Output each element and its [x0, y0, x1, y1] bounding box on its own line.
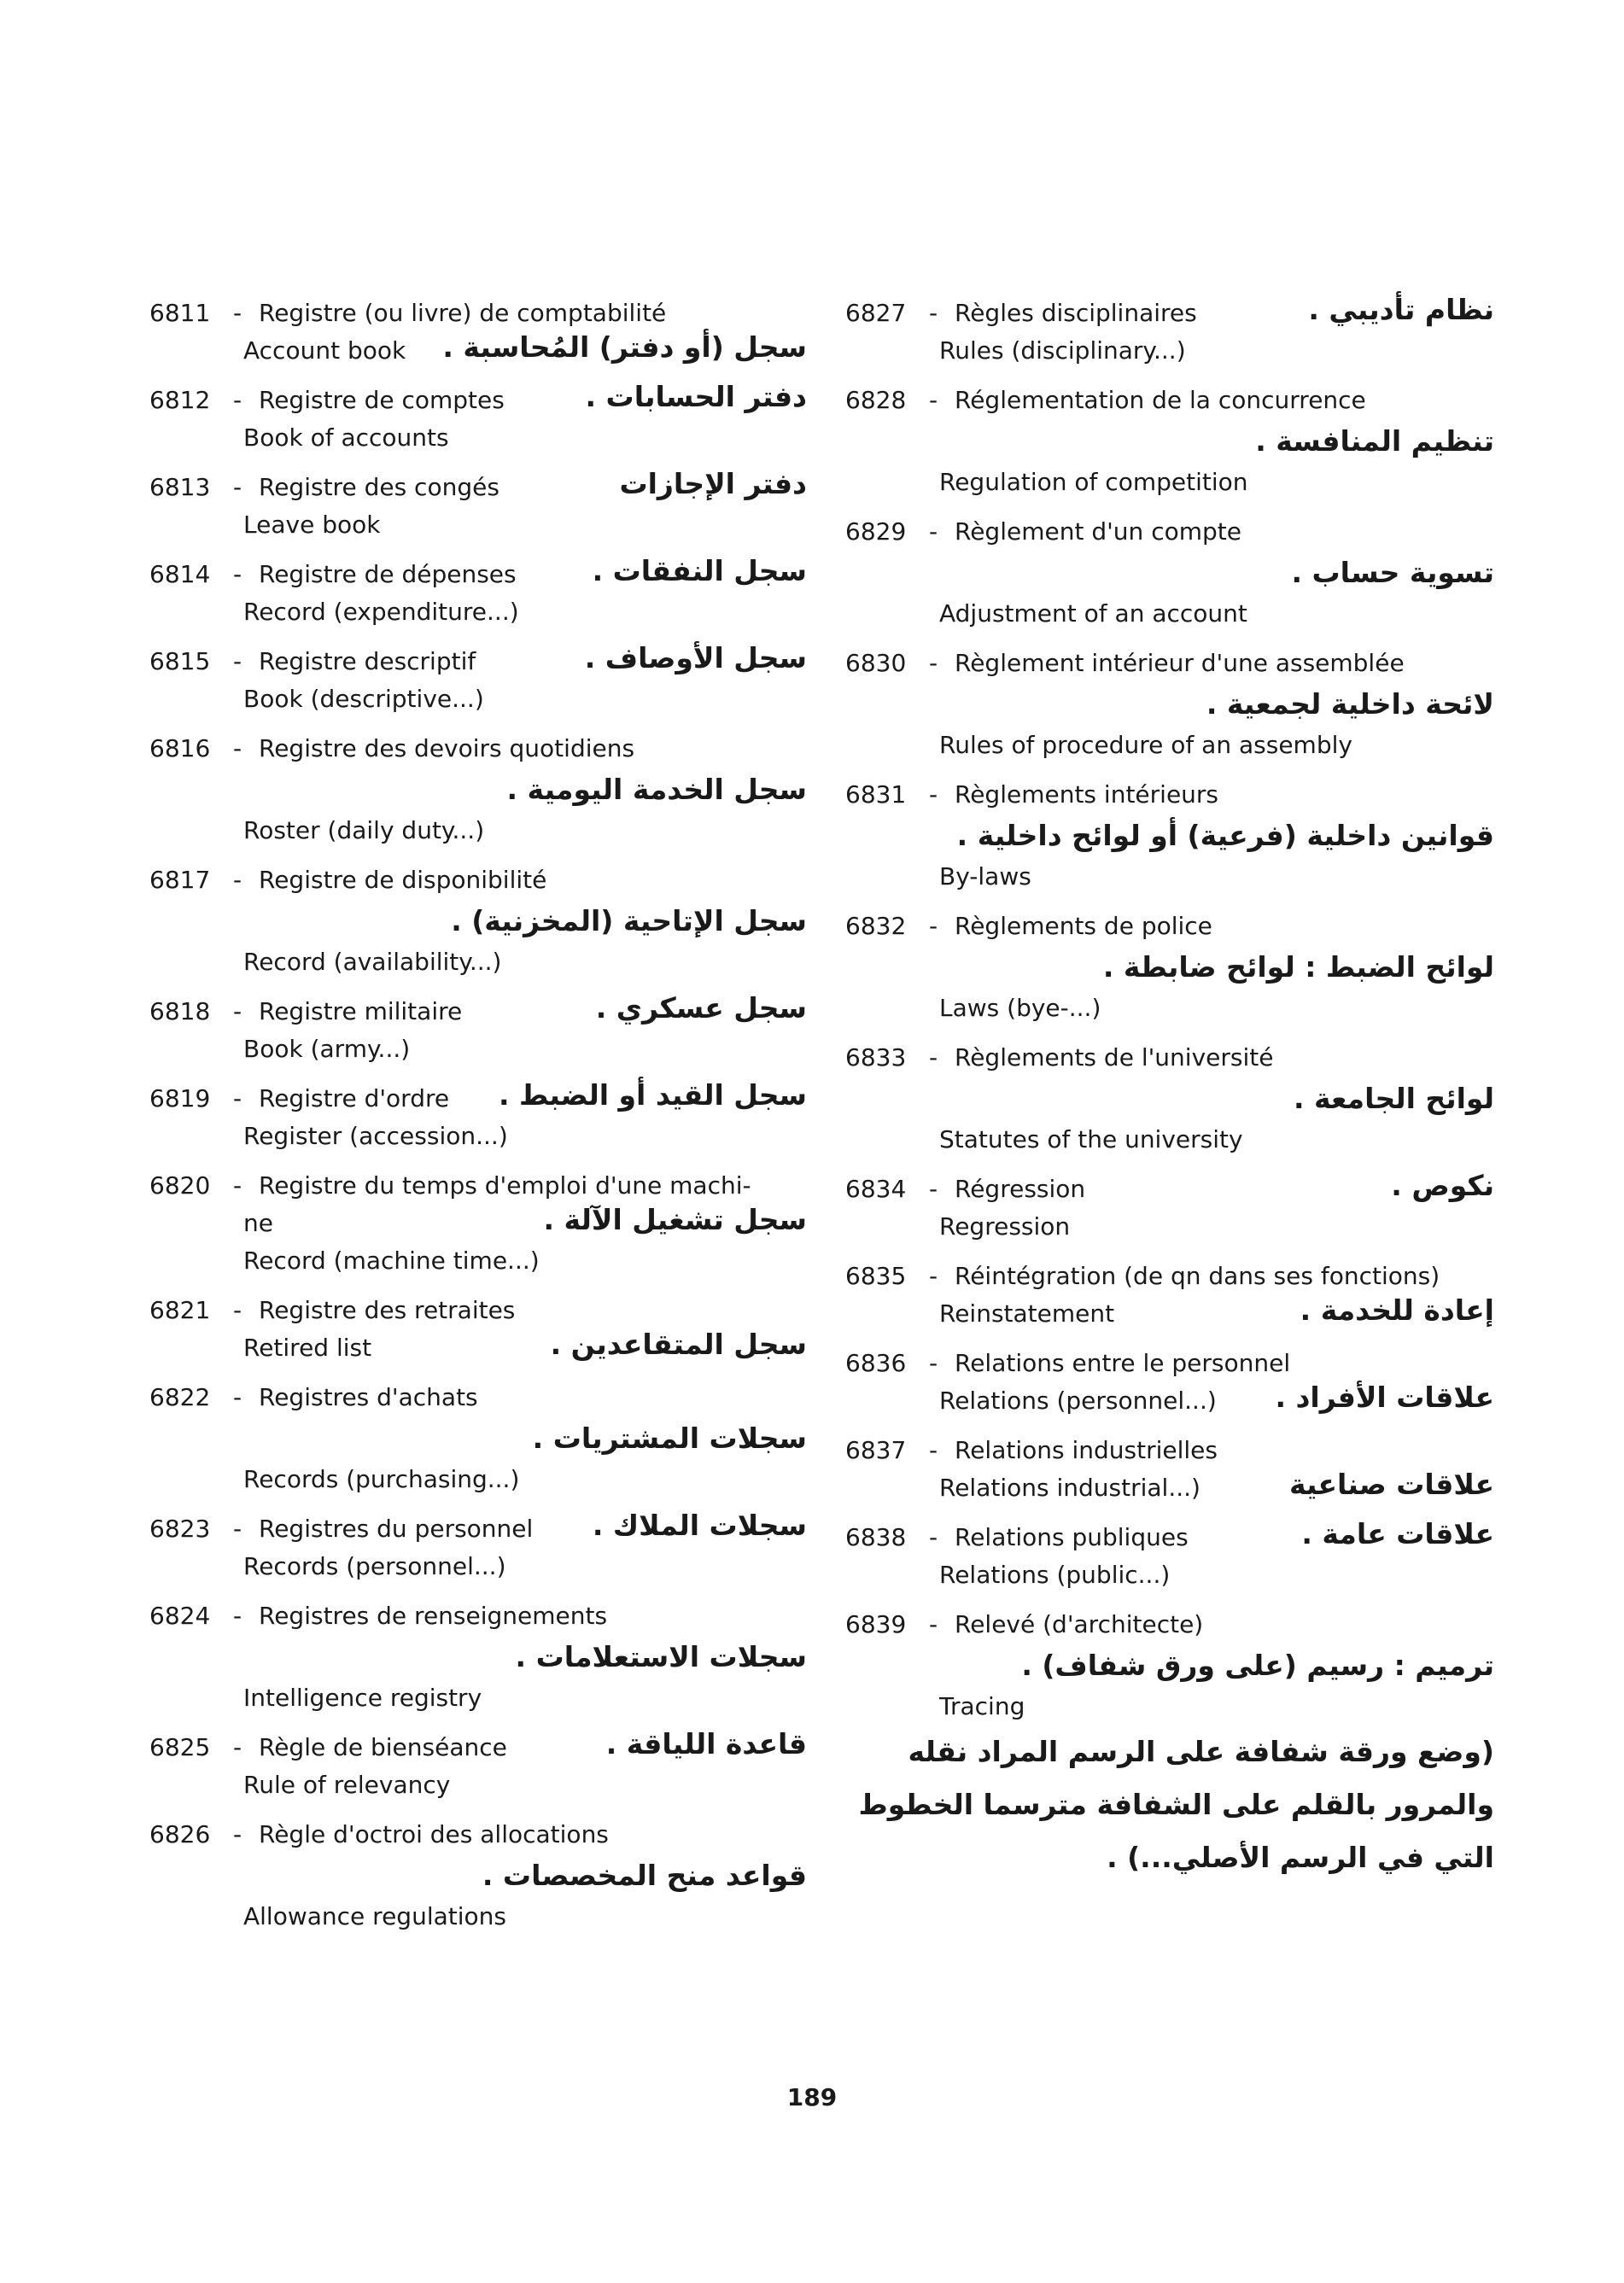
entry-number: 6836 — [845, 1349, 907, 1377]
glossary-entry — [149, 1816, 807, 1936]
entry-arabic-note: (وضع ورقة شفافة على الرسم المراد نقله والمرور بالقلم على الشفافة مترسما الخطوط التي في الرسم الأصلي...) . — [858, 1735, 1494, 1874]
entry-english-term: Record (expenditure...) — [243, 598, 519, 626]
glossary-entry — [845, 908, 1494, 1027]
entry-number: 6833 — [845, 1043, 907, 1071]
entry-arabic-term: سجل النفقات . — [592, 554, 807, 587]
entry-french-term: Règlements de police — [955, 912, 1212, 940]
entry-french-term: Règle d'octroi des allocations — [259, 1820, 609, 1848]
entry-french-line — [845, 1606, 1494, 1644]
entry-dash: - — [233, 1171, 242, 1200]
glossary-entry — [149, 1729, 807, 1804]
glossary-entry — [845, 776, 1494, 896]
entry-french-continuation: ne — [243, 1209, 273, 1237]
entry-french-line — [845, 1039, 1494, 1077]
entry-french-term: Relevé (d'architecte) — [955, 1610, 1204, 1638]
entry-french-term: Réintégration (de qn dans ses fonctions) — [955, 1262, 1440, 1290]
entry-english-term: Relations (public...) — [939, 1561, 1171, 1589]
entry-french-line — [149, 861, 807, 899]
entry-dash: - — [929, 517, 938, 546]
entry-french-term: Relations publiques — [955, 1523, 1189, 1551]
entry-french-line — [845, 382, 1494, 419]
entry-dash: - — [233, 386, 242, 414]
entry-french-line — [845, 908, 1494, 945]
entry-number: 6819 — [149, 1084, 211, 1112]
entry-number: 6817 — [149, 866, 211, 894]
entry-english-term: Relations (personnel...) — [939, 1387, 1217, 1415]
entry-english-term: Allowance regulations — [243, 1902, 506, 1930]
entry-arabic-term: علاقات عامة . — [1301, 1517, 1494, 1550]
entry-arabic-term: علاقات صناعية — [1288, 1468, 1494, 1501]
entry-number: 6823 — [149, 1515, 211, 1543]
entry-english-term: Reinstatement — [939, 1299, 1115, 1328]
entry-dash: - — [233, 1084, 242, 1112]
entry-number: 6839 — [845, 1610, 907, 1638]
glossary-entry — [149, 1080, 807, 1155]
entry-french-term: Règlement intérieur d'une assemblée — [955, 649, 1405, 677]
entry-number: 6828 — [845, 386, 907, 414]
entry-english-term: Adjustment of an account — [939, 599, 1247, 628]
entry-french-line — [845, 1432, 1494, 1469]
entry-english-term: Book (army...) — [243, 1035, 411, 1063]
entry-dash: - — [233, 1296, 242, 1324]
entry-arabic-term: نظام تأديبي . — [1308, 293, 1494, 326]
glossary-entry — [845, 1258, 1494, 1333]
glossary-entry — [845, 1171, 1494, 1246]
entry-english-term: By-laws — [939, 862, 1031, 890]
entry-french-term: Registre de comptes — [259, 386, 505, 414]
glossary-entry — [149, 643, 807, 718]
glossary-entry — [149, 469, 807, 544]
glossary-entry — [149, 382, 807, 457]
entry-french-term: Régression — [955, 1175, 1086, 1203]
glossary-entry — [845, 645, 1494, 764]
entry-arabic-term: لوائح الجامعة . — [1293, 1082, 1494, 1115]
entry-dash: - — [929, 386, 938, 414]
entry-dash: - — [233, 1602, 242, 1630]
entry-french-line — [149, 1292, 807, 1329]
entry-number: 6831 — [845, 780, 907, 809]
entry-french-line — [845, 513, 1494, 551]
entry-english-term: Account book — [243, 336, 406, 365]
entry-arabic-term: سجل (أو دفتر) المُحاسبة . — [442, 330, 807, 364]
glossary-entry — [149, 1510, 807, 1585]
entry-french-line — [149, 295, 807, 332]
entry-number: 6811 — [149, 299, 211, 327]
glossary-entry — [845, 1606, 1494, 1884]
entry-dash: - — [233, 1733, 242, 1761]
entry-arabic-term: سجل الخدمة اليومية . — [506, 773, 807, 806]
glossary-entry — [845, 1432, 1494, 1507]
glossary-entry — [149, 556, 807, 631]
entry-french-term: Registre des devoirs quotidiens — [259, 734, 635, 762]
entry-french-line — [149, 730, 807, 768]
entry-english-term: Retired list — [243, 1334, 372, 1362]
entry-french-line — [149, 1379, 807, 1416]
entry-number: 6827 — [845, 299, 907, 327]
entry-arabic-term: نكوص . — [1391, 1169, 1494, 1202]
entry-french-line — [149, 1597, 807, 1635]
entry-french-term: Registre des congés — [259, 473, 499, 501]
entry-dash: - — [929, 1349, 938, 1377]
glossary-entry — [149, 1597, 807, 1717]
entry-number: 6835 — [845, 1262, 907, 1290]
entry-english-term: Rules of procedure of an assembly — [939, 731, 1352, 759]
entry-dash: - — [233, 866, 242, 894]
entry-english-term: Statutes of the university — [939, 1125, 1243, 1153]
entry-english-term: Records (purchasing...) — [243, 1465, 520, 1493]
entry-number: 6830 — [845, 649, 907, 677]
entry-french-line — [845, 1345, 1494, 1382]
entry-french-line — [149, 1167, 807, 1205]
entry-english-term: Roster (daily duty...) — [243, 816, 485, 844]
entry-number: 6837 — [845, 1436, 907, 1464]
entry-french-term: Règle de bienséance — [259, 1733, 507, 1761]
entry-english-term: Tracing — [939, 1692, 1025, 1720]
entry-number: 6814 — [149, 560, 211, 588]
entry-arabic-term: قواعد منح المخصصات . — [482, 1859, 807, 1892]
entry-number: 6818 — [149, 997, 211, 1025]
entry-number: 6825 — [149, 1733, 211, 1761]
entry-dash: - — [233, 997, 242, 1025]
entry-number: 6813 — [149, 473, 211, 501]
entry-french-term: Règles disciplinaires — [955, 299, 1197, 327]
entry-dash: - — [929, 649, 938, 677]
entry-french-term: Registre militaire — [259, 997, 463, 1025]
entry-number: 6832 — [845, 912, 907, 940]
glossary-entry — [845, 1519, 1494, 1594]
entry-french-term: Réglementation de la concurrence — [955, 386, 1366, 414]
glossary-entry — [845, 1345, 1494, 1420]
entry-arabic-term: سجل تشغيل الآلة . — [543, 1203, 807, 1236]
entry-english-term: Book of accounts — [243, 423, 449, 452]
entry-number: 6821 — [149, 1296, 211, 1324]
entry-dash: - — [929, 780, 938, 809]
entry-number: 6816 — [149, 734, 211, 762]
entry-arabic-term: قاعدة اللياقة . — [605, 1727, 807, 1760]
entry-english-term: Rules (disciplinary...) — [939, 336, 1186, 365]
entry-english-term: Book (descriptive...) — [243, 685, 484, 713]
glossary-entry — [149, 993, 807, 1068]
entry-number: 6820 — [149, 1171, 211, 1200]
entry-dash: - — [929, 1523, 938, 1551]
entry-english-term: Rule of relevancy — [243, 1771, 451, 1799]
entry-dash: - — [929, 1262, 938, 1290]
glossary-entry — [845, 1039, 1494, 1159]
entry-english-term: Register (accession...) — [243, 1122, 508, 1150]
entry-arabic-term: سجلات الملاك . — [592, 1509, 807, 1542]
entry-dash: - — [929, 912, 938, 940]
entry-arabic-term: سجلات الاستعلامات . — [515, 1640, 807, 1673]
entry-number: 6838 — [845, 1523, 907, 1551]
entry-french-line — [845, 645, 1494, 682]
entry-dash: - — [929, 1610, 938, 1638]
entry-french-term: Registre de dépenses — [259, 560, 517, 588]
entry-dash: - — [929, 1436, 938, 1464]
entry-number: 6829 — [845, 517, 907, 546]
entry-arabic-term: لائحة داخلية لجمعية . — [1206, 687, 1494, 721]
entry-english-term: Record (machine time...) — [243, 1247, 540, 1275]
entry-french-term: Relations industrielles — [955, 1436, 1218, 1464]
entry-french-term: Registres du personnel — [259, 1515, 534, 1543]
entry-arabic-term: سجلات المشتريات . — [532, 1422, 807, 1455]
entry-french-term: Registre des retraites — [259, 1296, 516, 1324]
entry-dash: - — [233, 1383, 242, 1411]
glossary-entry — [149, 1292, 807, 1367]
entry-dash: - — [233, 299, 242, 327]
entry-dash: - — [233, 560, 242, 588]
entry-arabic-term: تنظيم المنافسة . — [1255, 424, 1494, 458]
entry-english-term: Record (availability...) — [243, 948, 502, 976]
entry-french-term: Registres d'achats — [259, 1383, 478, 1411]
entry-arabic-term: إعادة للخدمة . — [1300, 1293, 1494, 1327]
glossary-entry — [149, 1379, 807, 1498]
entry-french-term: Registre du temps d'emploi d'une machi- — [259, 1171, 751, 1200]
entry-number: 6834 — [845, 1175, 907, 1203]
entry-english-term: Relations industrial...) — [939, 1474, 1200, 1502]
glossary-entry — [845, 513, 1494, 633]
entry-french-term: Registres de renseignements — [259, 1602, 608, 1630]
entry-french-term: Registre de disponibilité — [259, 866, 547, 894]
entry-dash: - — [233, 1515, 242, 1543]
entry-dash: - — [233, 1820, 242, 1848]
entry-french-line — [845, 1258, 1494, 1295]
entry-dash: - — [233, 647, 242, 675]
entry-number: 6826 — [149, 1820, 211, 1848]
page-number: 189 — [786, 2083, 838, 2111]
glossary-entry — [845, 295, 1494, 370]
entry-arabic-term: دفتر الإجازات — [619, 467, 807, 500]
left-column — [149, 295, 807, 1947]
entry-english-term: Laws (bye-...) — [939, 994, 1101, 1022]
entry-french-term: Règlements de l'université — [955, 1043, 1274, 1071]
entry-dash: - — [929, 1175, 938, 1203]
entry-french-term: Registre d'ordre — [259, 1084, 450, 1112]
entry-dash: - — [233, 734, 242, 762]
entry-english-term: Regression — [939, 1212, 1071, 1241]
glossary-entry — [149, 295, 807, 370]
entry-english-term: Intelligence registry — [243, 1684, 482, 1712]
entry-number: 6824 — [149, 1602, 211, 1630]
glossary-entry — [845, 382, 1494, 501]
entry-french-term: Registre descriptif — [259, 647, 476, 675]
entry-english-term: Records (personnel...) — [243, 1552, 506, 1580]
entry-french-line — [149, 1816, 807, 1854]
entry-number: 6815 — [149, 647, 211, 675]
entry-french-line — [845, 776, 1494, 814]
entry-arabic-term: دفتر الحسابات . — [585, 380, 807, 413]
entry-arabic-term: سجل المتقاعدين . — [550, 1328, 807, 1361]
entry-arabic-term: سجل الأوصاف . — [584, 641, 807, 674]
glossary-entry — [149, 730, 807, 850]
entry-arabic-term: علاقات الأفراد . — [1275, 1381, 1494, 1414]
entry-dash: - — [233, 473, 242, 501]
entry-number: 6822 — [149, 1383, 211, 1411]
entry-arabic-term: تسوية حساب . — [1291, 556, 1494, 589]
entry-arabic-term: سجل القيد أو الضبط . — [498, 1078, 807, 1112]
entry-english-term: Regulation of competition — [939, 468, 1248, 496]
glossary-entry — [149, 861, 807, 981]
entry-arabic-term: ترميم : رسيم (على ورق شفاف) . — [1021, 1649, 1494, 1682]
entry-english-term: Leave book — [243, 511, 381, 539]
entry-arabic-term: سجل عسكري . — [595, 991, 807, 1025]
entry-french-term: Règlements intérieurs — [955, 780, 1219, 809]
entry-french-term: Registre (ou livre) de comptabilité — [259, 299, 667, 327]
entry-number: 6812 — [149, 386, 211, 414]
entry-dash: - — [929, 1043, 938, 1071]
entry-french-term: Règlement d'un compte — [955, 517, 1241, 546]
glossary-entry — [149, 1167, 807, 1280]
entry-arabic-term: لوائح الضبط : لوائح ضابطة . — [1102, 950, 1494, 984]
entry-arabic-term: سجل الإتاحية (المخزنية) . — [451, 904, 807, 937]
right-column — [845, 295, 1494, 1896]
entry-dash: - — [929, 299, 938, 327]
entry-french-term: Relations entre le personnel — [955, 1349, 1291, 1377]
entry-arabic-term: قوانين داخلية (فرعية) أو لوائح داخلية . — [956, 819, 1494, 852]
